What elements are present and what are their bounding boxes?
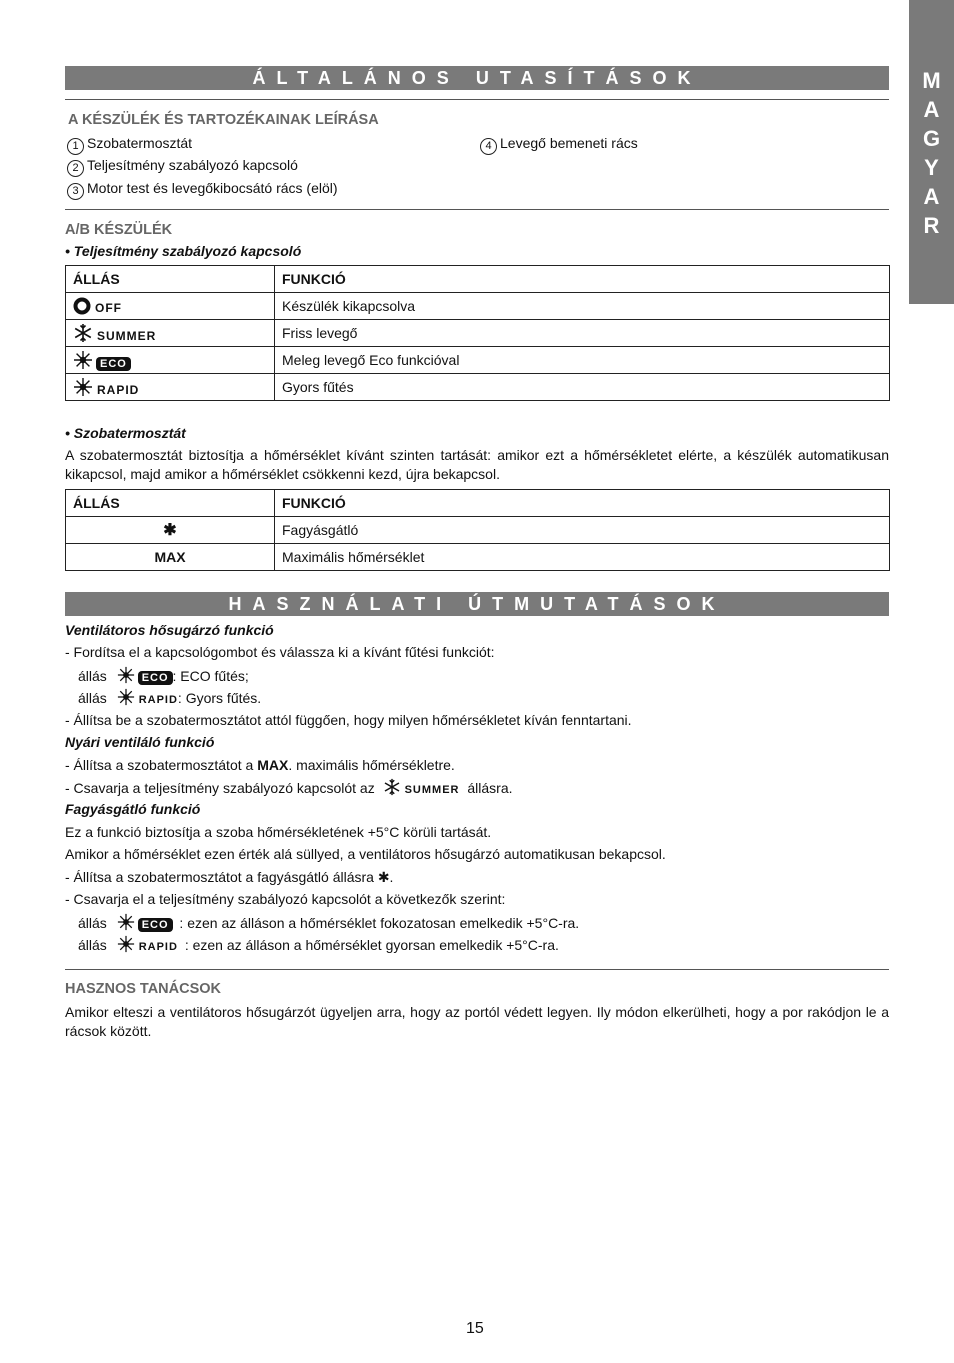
sun-icon	[73, 350, 93, 370]
thermostat-table	[65, 489, 890, 571]
summer-step-1: - Állítsa a szobatermosztátot a MAX. maximális hőmérsékletre.	[65, 757, 455, 773]
divider	[65, 99, 889, 100]
description-item-3: 3 Motor test és levegőkibocsátó rács (elöl)	[67, 179, 338, 200]
function-cell: Meleg levegő Eco funkcióval	[275, 347, 890, 374]
column-header-position: ÁLLÁS	[66, 490, 275, 517]
eco-position-line: állás ECO : ECO fűtés;	[78, 668, 249, 684]
sun-icon	[117, 935, 135, 953]
power-switch-table	[65, 265, 890, 401]
fan-heater-step-2: - Állítsa be a szobatermosztátot attól függően, hogy milyen hőmérsékletet kíván fenntartani.	[65, 712, 632, 728]
column-header-function: FUNKCIÓ	[275, 490, 890, 517]
number-circle: 1	[67, 138, 84, 155]
rapid-label: RAPID	[138, 941, 178, 953]
frost-paragraph-2: Amikor a hőmérséklet ezen érték alá süllyed, a ventilátoros hősugárzó automatikusan bekapcsol.	[65, 846, 666, 862]
position-cell	[66, 293, 275, 320]
language-tab-letters: M A G Y A R	[922, 68, 941, 238]
eco-label: ECO	[138, 671, 173, 685]
language-tab	[909, 0, 954, 304]
number-circle: 2	[67, 160, 84, 177]
sun-icon	[117, 913, 135, 931]
sun-icon	[73, 377, 93, 397]
position-cell	[66, 374, 275, 401]
table-header-row	[66, 490, 890, 517]
fan-heater-title: Ventilátoros hősugárzó funkció	[65, 622, 274, 638]
column-header-position: ÁLLÁS	[66, 266, 275, 293]
number-circle: 3	[67, 183, 84, 200]
eco-label: ECO	[96, 357, 131, 371]
summer-step-2: - Csavarja a teljesítmény szabályozó kapcsolót az SUMMER állásra.	[65, 780, 513, 796]
table-row	[66, 320, 890, 347]
table-header-row	[66, 266, 890, 293]
frost-step-1: - Állítsa a szobatermosztátot a fagyásgátló állásra ✱.	[65, 869, 394, 885]
table-row	[66, 347, 890, 374]
function-cell: Készülék kikapcsolva	[275, 293, 890, 320]
page-number: 15	[466, 1320, 484, 1337]
snowflake-icon	[383, 778, 401, 796]
position-cell	[66, 347, 275, 374]
description-item-4: 4 Levegő bemeneti rács	[480, 134, 638, 155]
frost-paragraph-1: Ez a funkció biztosítja a szoba hőmérsékletének +5°C körüli tartását.	[65, 824, 492, 840]
description-item-1: 1 Szobatermosztát	[67, 134, 192, 155]
table-row	[66, 517, 890, 544]
description-heading: A KÉSZÜLÉK ÉS TARTOZÉKAINAK LEÍRÁSA	[68, 112, 379, 128]
sun-icon	[117, 688, 135, 706]
ab-device-heading: A/B KÉSZÜLÉK	[65, 222, 173, 238]
tips-heading: HASZNOS TANÁCSOK	[65, 981, 222, 997]
rapid-label: RAPID	[138, 694, 178, 706]
section-header-general: ÁLTALÁNOS UTASÍTÁSOK	[65, 66, 889, 90]
fan-heater-step-1: - Fordítsa el a kapcsológombot és válassza ki a kívánt fűtési funkciót:	[65, 644, 495, 660]
divider	[65, 969, 889, 970]
divider	[65, 209, 889, 210]
frost-eco-line: állás ECO : ezen az álláson a hőmérséklet fokozatosan emelkedik +5°C-ra.	[78, 915, 580, 931]
eco-label: ECO	[138, 918, 173, 932]
power-switch-title: • Teljesítmény szabályozó kapcsoló	[65, 243, 302, 259]
function-cell: Maximális hőmérséklet	[275, 544, 890, 571]
position-cell	[66, 320, 275, 347]
tips-text: Amikor elteszi a ventilátoros hősugárzót ügyeljen arra, hogy az portól védett legyen. Ily módon elkerülheti, hogy a por rakódjon le a rácsok között.	[65, 1004, 889, 1039]
function-cell: Friss levegő	[275, 320, 890, 347]
table-row	[66, 293, 890, 320]
rapid-label: RAPID	[97, 383, 140, 397]
power-off-icon	[73, 297, 91, 315]
off-label: OFF	[95, 301, 122, 315]
column-header-function: FUNKCIÓ	[275, 266, 890, 293]
frost-step-2: - Csavarja el a teljesítmény szabályozó kapcsolót a következők szerint:	[65, 891, 506, 907]
thermostat-title: • Szobatermosztát	[65, 425, 186, 441]
description-item-2: 2 Teljesítmény szabályozó kapcsoló	[67, 156, 298, 177]
sun-icon	[117, 666, 135, 684]
summer-title: Nyári ventiláló funkció	[65, 734, 215, 750]
table-row	[66, 374, 890, 401]
position-cell: MAX	[66, 544, 275, 571]
position-cell: ✱	[66, 517, 275, 544]
table-row	[66, 544, 890, 571]
frost-rapid-line: állás RAPID : ezen az álláson a hőmérséklet gyorsan emelkedik +5°C-ra.	[78, 937, 559, 953]
summer-label: SUMMER	[97, 329, 157, 343]
rapid-position-line: állás RAPID: Gyors fűtés.	[78, 690, 262, 706]
section-header-usage: HASZNÁLATI ÚTMUTATÁSOK	[65, 592, 889, 616]
snowflake-icon	[73, 323, 93, 343]
number-circle: 4	[480, 138, 497, 155]
summer-label: SUMMER	[404, 784, 460, 796]
frost-title: Fagyásgátló funkció	[65, 801, 201, 817]
function-cell: Fagyásgátló	[275, 517, 890, 544]
function-cell: Gyors fűtés	[275, 374, 890, 401]
thermostat-text: A szobatermosztát biztosítja a hőmérséklet kívánt szinten tartását: amikor ezt a hőmérsékletet elérte, a készülék automatikusan kikapcsol, majd amikor a hőmérséklet csökkenni kezd, újra bekapcsol.	[65, 447, 889, 482]
